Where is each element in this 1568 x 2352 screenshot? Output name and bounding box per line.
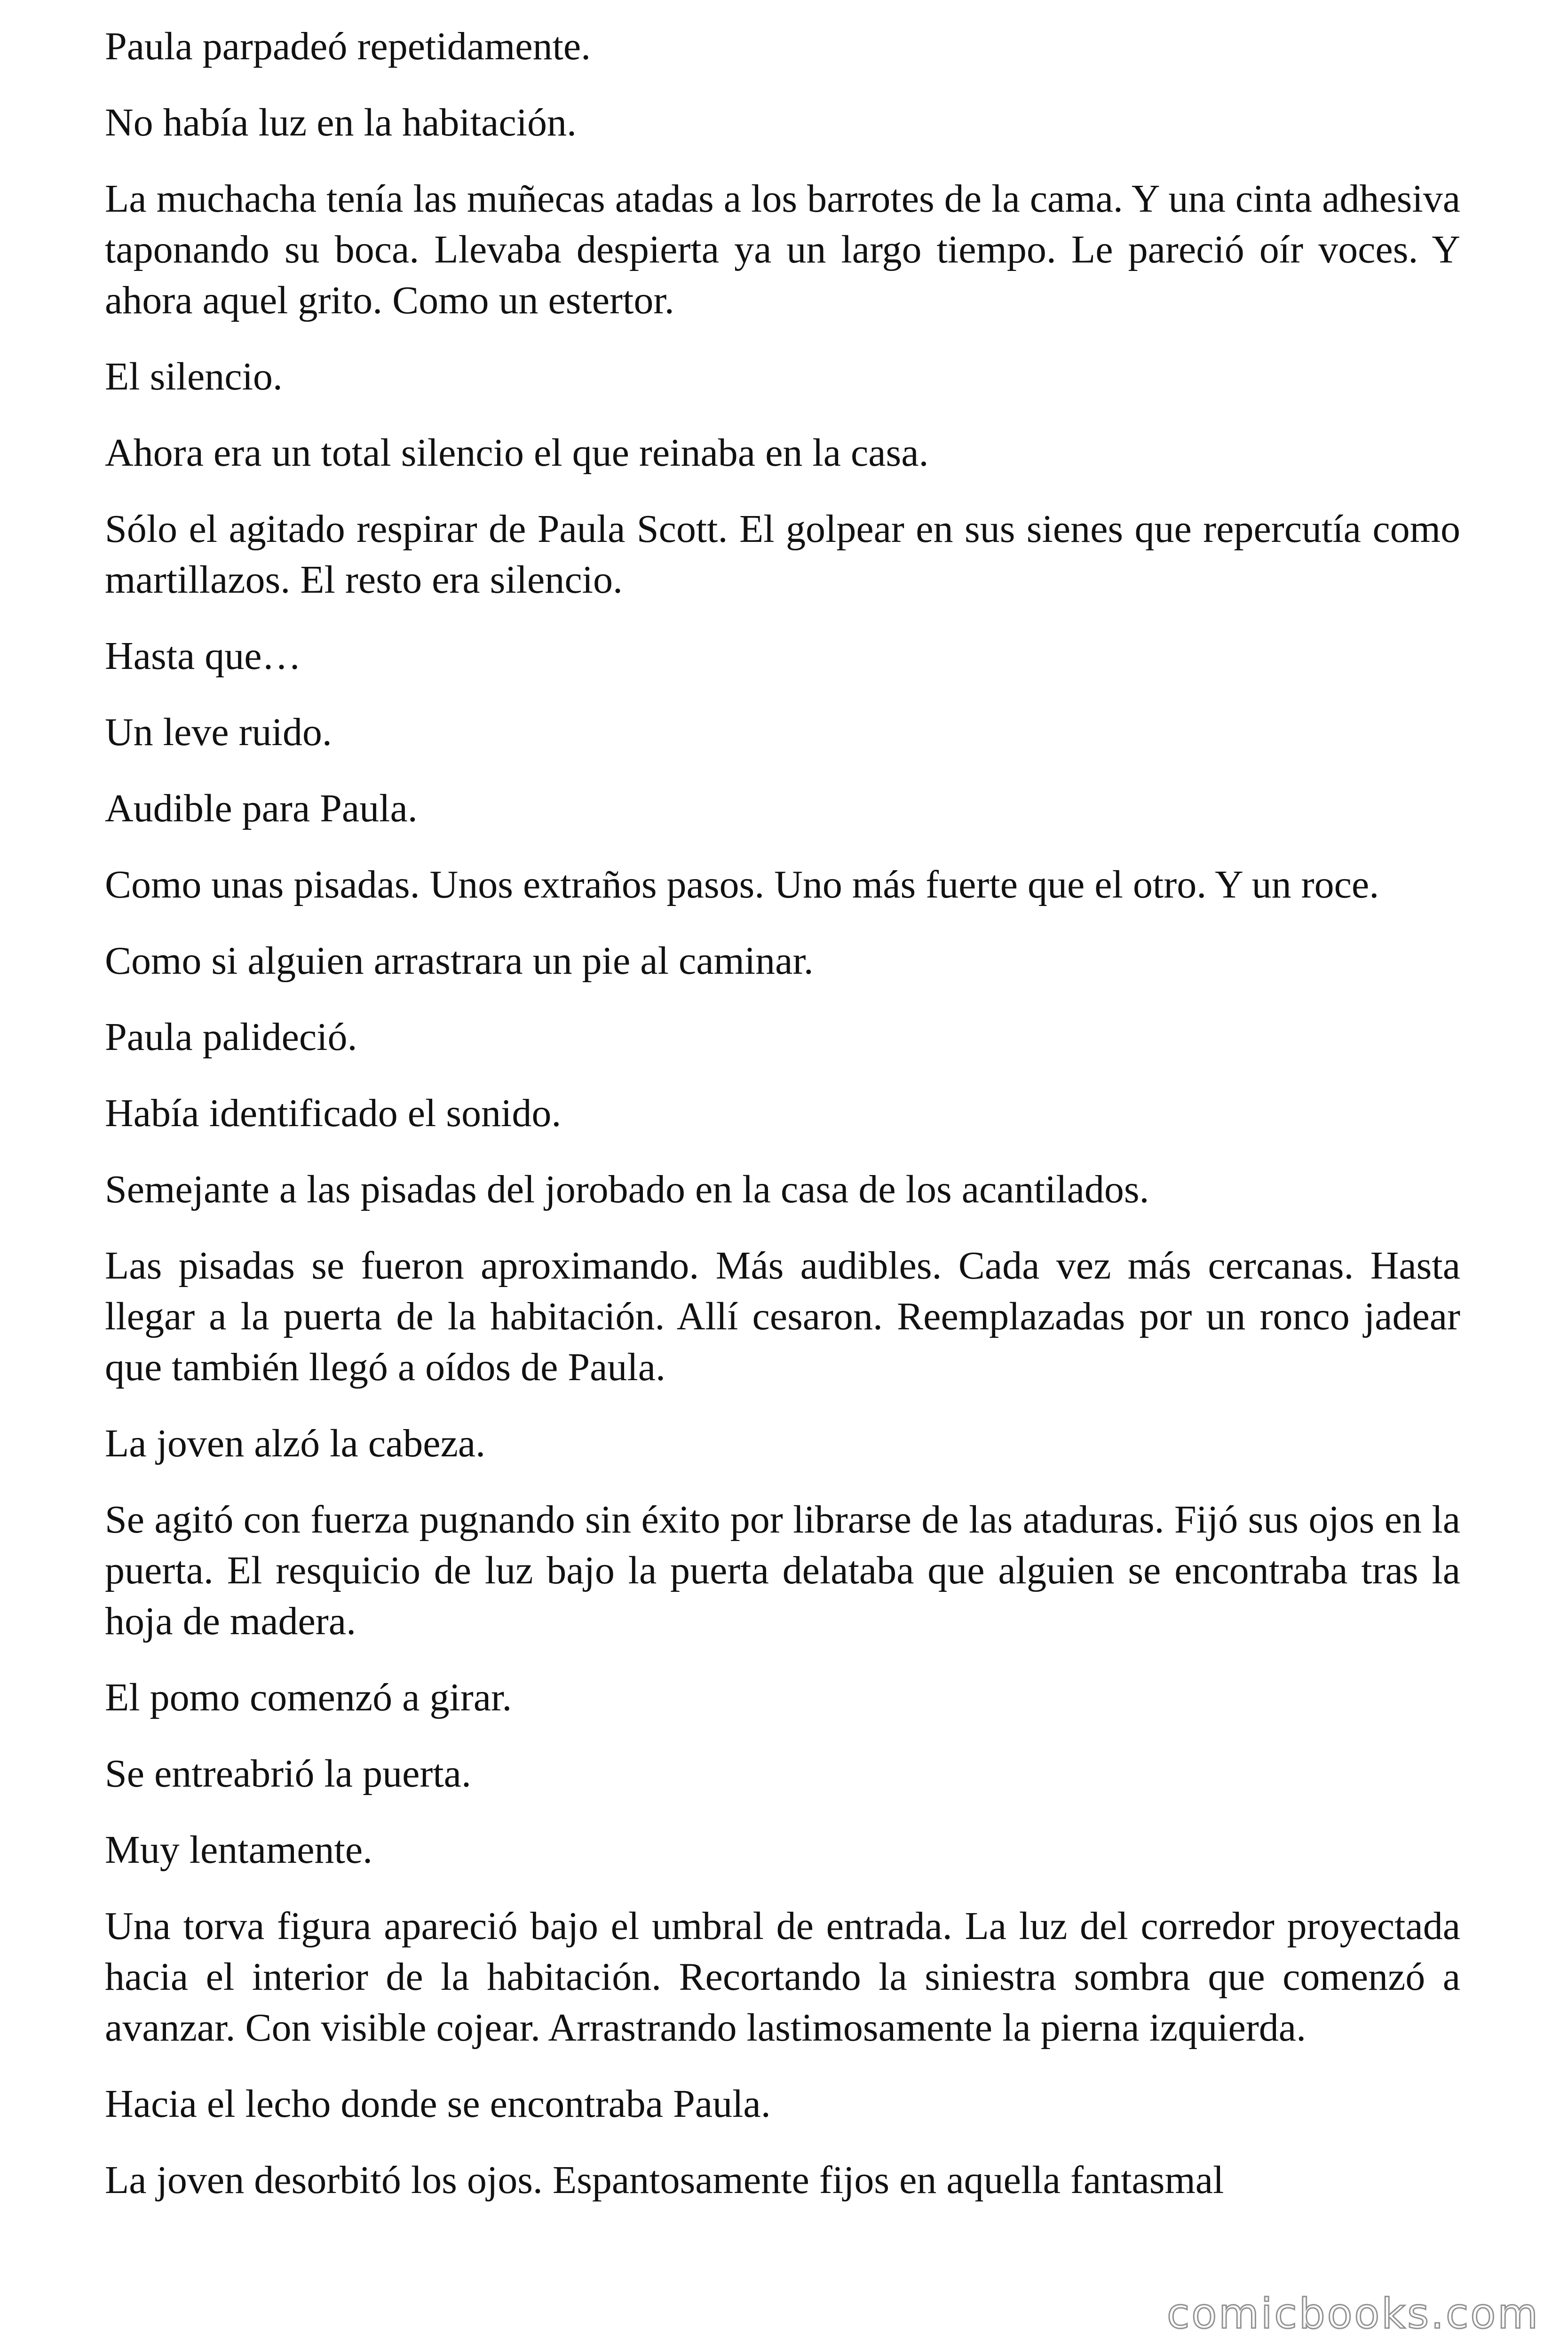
paragraph: Una torva figura apareció bajo el umbral de entrada. La luz del corredor proyectada hacia el interior de la habitación. Recortando la siniestra sombra que comenzó a avanzar. Con visible cojear. Arrastrando lastimosamente la pierna izquierda. [105, 1904, 1460, 2050]
paragraph: Un leve ruido. [105, 710, 332, 754]
paragraph: La muchacha tenía las muñecas atadas a los barrotes de la cama. Y una cinta adhesiva taponando su boca. Llevaba despierta ya un largo tiempo. Le pareció oír voces. Y ahora aquel grito. Como un estertor. [105, 177, 1460, 322]
paragraph: Ahora era un total silencio el que reinaba en la casa. [105, 431, 929, 475]
paragraph: Hacia el lecho donde se encontraba Paula. [105, 2082, 771, 2126]
paragraph: Sólo el agitado respirar de Paula Scott. El golpear en sus sienes que repercutía como martillazos. El resto era silencio. [105, 507, 1460, 602]
paragraph: Audible para Paula. [105, 787, 418, 830]
paragraph: Paula parpadeó repetidamente. [105, 24, 591, 68]
watermark: comicbooks.com [1166, 2289, 1540, 2338]
paragraph: Muy lentamente. [105, 1828, 373, 1872]
paragraph: Paula palideció. [105, 1015, 357, 1059]
paragraph: La joven desorbitó los ojos. Espantosamente fijos en aquella fantasmal [105, 2158, 1224, 2202]
paragraph: Hasta que… [105, 634, 301, 678]
body-text [105, 21, 1460, 2231]
paragraph: Como unas pisadas. Unos extraños pasos. Uno más fuerte que el otro. Y un roce. [105, 863, 1379, 906]
paragraph: Las pisadas se fueron aproximando. Más audibles. Cada vez más cercanas. Hasta llegar a la puerta de la habitación. Allí cesaron. Reemplazadas por un ronco jadear que también llegó a oídos de Paula. [105, 1244, 1460, 1389]
paragraph: Se entreabrió la puerta. [105, 1752, 471, 1796]
paragraph: La joven alzó la cabeza. [105, 1422, 486, 1465]
paragraph: El pomo comenzó a girar. [105, 1676, 512, 1719]
paragraph: Como si alguien arrastrara un pie al caminar. [105, 939, 814, 983]
paragraph: No había luz en la habitación. [105, 101, 577, 144]
paragraph: Se agitó con fuerza pugnando sin éxito por librarse de las ataduras. Fijó sus ojos en la puerta. El resquicio de luz bajo la puerta delataba que alguien se encontraba tras la hoja de madera. [105, 1498, 1460, 1643]
paragraph: El silencio. [105, 355, 283, 398]
paragraph: Había identificado el sonido. [105, 1091, 562, 1135]
paragraph: Semejante a las pisadas del jorobado en la casa de los acantilados. [105, 1168, 1149, 1211]
